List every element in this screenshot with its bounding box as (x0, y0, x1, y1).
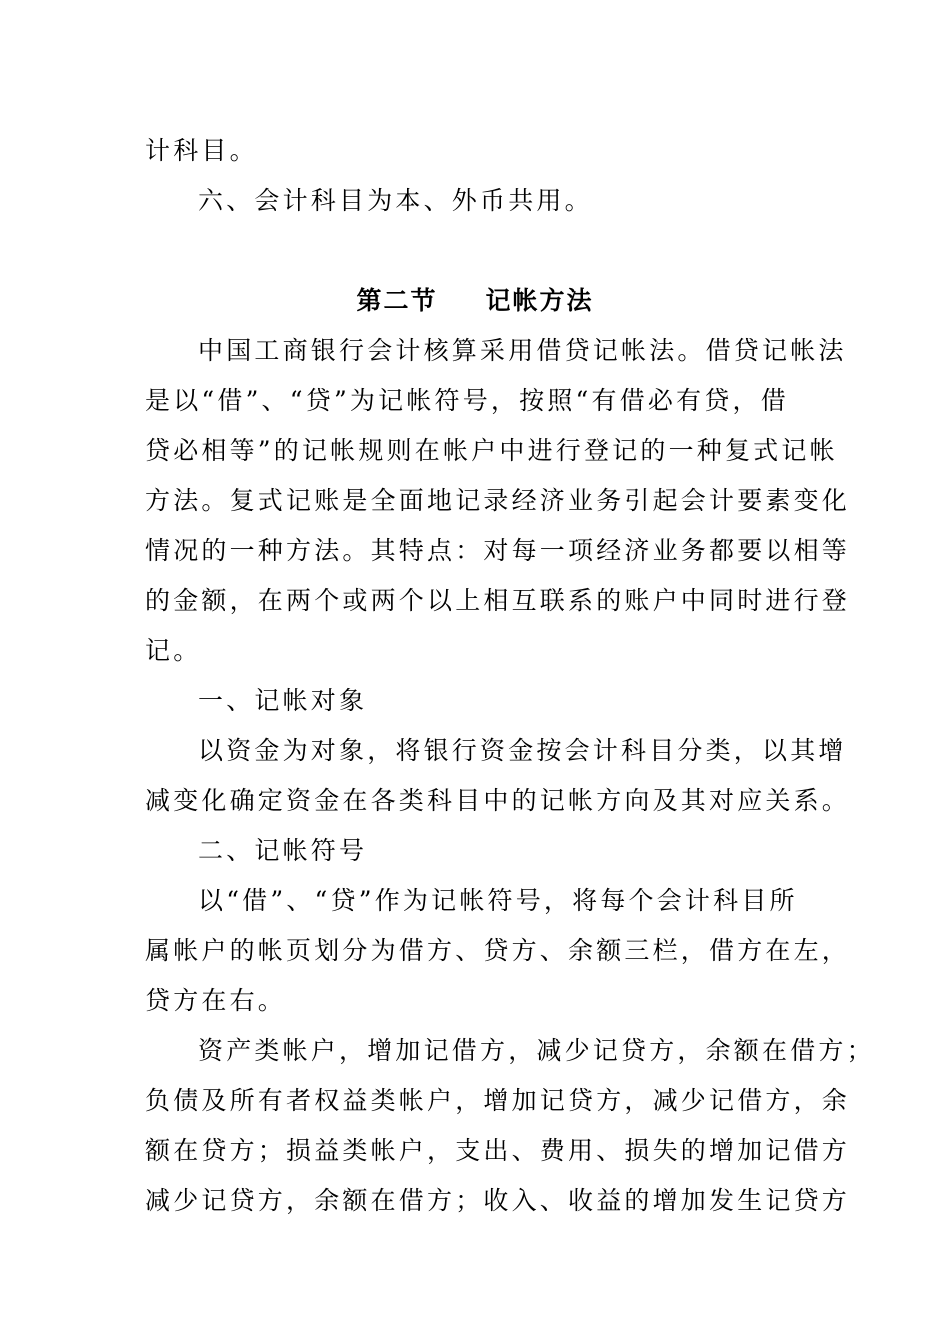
text-line: 以“借”、“贷”作为记帐符号，将每个会计科目所 (198, 886, 798, 915)
text-line: 是以“借”、“贷”为记帐符号，按照“有借必有贷，借 (145, 386, 789, 415)
text-line: 负债及所有者权益类帐户，增加记贷方，减少记借方，余 (145, 1086, 851, 1115)
text-line: 减少记贷方，余额在借方；收入、收益的增加发生记贷方 (145, 1186, 851, 1215)
subheading: 一、记帐对象 (198, 686, 368, 715)
text-line: 额在贷方；损益类帐户，支出、费用、损失的增加记借方 (145, 1136, 851, 1165)
section-title: 记帐方法 (485, 286, 594, 315)
text-line: 减变化确定资金在各类科目中的记帐方向及其对应关系。 (145, 786, 851, 815)
section-heading (0, 286, 950, 316)
subheading: 二、记帐符号 (198, 836, 368, 865)
text-line: 六、会计科目为本、外币共用。 (198, 186, 593, 215)
text-line: 计科目。 (145, 136, 258, 165)
text-line: 情况的一种方法。其特点：对每一项经济业务都要以相等 (145, 536, 851, 565)
text-line: 方法。复式记账是全面地记录经济业务引起会计要素变化 (145, 486, 851, 515)
section-number: 第二节 (356, 286, 438, 315)
text-line: 以资金为对象，将银行资金按会计科目分类，以其增 (198, 736, 847, 765)
text-line: 资产类帐户，增加记借方，减少记贷方，余额在借方； (198, 1036, 875, 1065)
text-line: 贷必相等”的记帐规则在帐户中进行登记的一种复式记帐 (145, 436, 838, 465)
text-line: 属帐户的帐页划分为借方、贷方、余额三栏，借方在左， (145, 936, 851, 965)
text-line: 中国工商银行会计核算采用借贷记帐法。借贷记帐法 (198, 336, 847, 365)
text-line: 记。 (145, 636, 202, 665)
text-line: 的金额，在两个或两个以上相互联系的账户中同时进行登 (145, 586, 851, 615)
text-line: 贷方在右。 (145, 986, 287, 1015)
